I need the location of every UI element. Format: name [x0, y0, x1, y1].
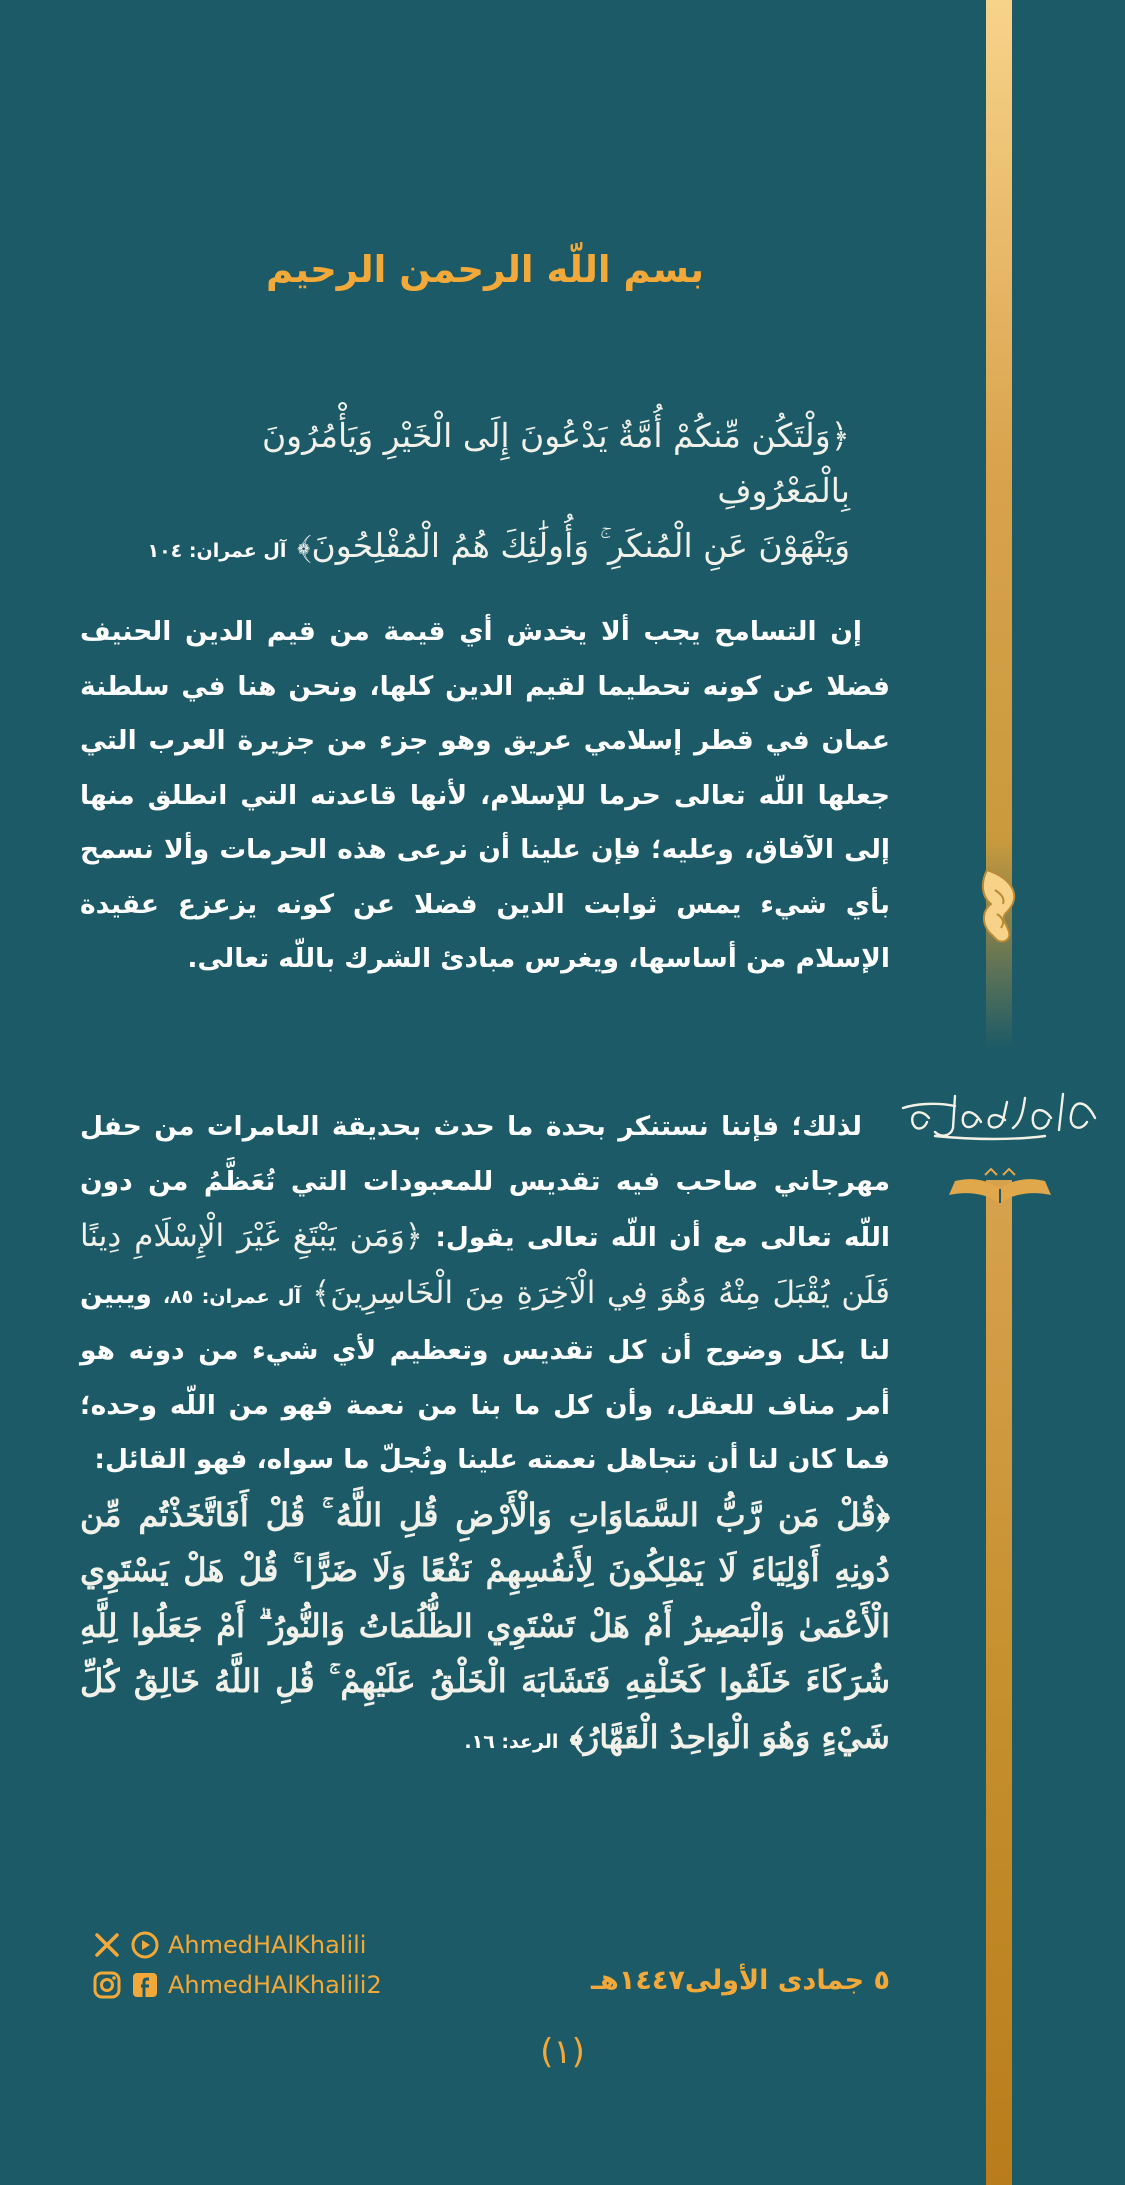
paragraph-2-intro: لذلك؛ فإننا نستنكر بحدة ما حدث بحديقة العامرات من حفل مهرجاني صاحب فيه تقديس للمعبودات التي تُعَظَّمُ من دون اللّه تعالى مع أن اللّه تعالى يقول:	[80, 1111, 890, 1253]
paragraph-tolerance	[80, 605, 890, 987]
quran-verse-ar-rad-16	[80, 1488, 890, 1771]
instagram-icon[interactable]	[92, 1970, 122, 2000]
verse-reference-85: آل عمران: ٨٥،	[162, 1285, 302, 1308]
paragraph-2-continuation: ويبين لنا بكل وضوح أن كل تقديس وتعظيم لأي شيء من دونه هو أمر مناف للعقل، وأن كل ما بنا من نعمة فهو من اللّه وحده؛ فما كان لنا أن نتجاهل نعمته علينا ونُجلّ ما سواه، فهو القائل:	[80, 1278, 890, 1475]
social-row-2	[92, 1970, 382, 2000]
social-handle-1[interactable]: AhmedHAlKhalili	[168, 1931, 367, 1959]
verse-reference: آل عمران: ١٠٤	[147, 540, 287, 562]
hijri-date: ٥ جمادى الأولى١٤٤٧هـ	[590, 1965, 890, 1996]
facebook-icon[interactable]	[130, 1970, 160, 2000]
basmala-heading: بسم اللّه الرحمن الرحيم	[265, 248, 705, 291]
paragraph-1-text: إن التسامح يجب ألا يخدش أي قيمة من قيم الدين الحنيف فضلا عن كونه تحطيما لقيم الدين كلها، ونحن هنا في سلطنة عمان في قطر إسلامي عريق وهو جزء من جزيرة العرب التي جعلها اللّه تعالى حرما للإسلام، لأنها قاعدته التي انطلق منها إلى الآفاق، وعليه؛ فإن علينا أن نرعى هذه الحرمات وألا نسمح بأي شيء يمس ثوابت الدين فضلا عن كونه يزعزع عقيدة الإسلام من أساسها، ويغرس مبادئ الشرك باللّه تعالى.	[80, 616, 890, 974]
open-book-icon	[945, 1165, 1055, 1207]
signature	[895, 1078, 1105, 1148]
page-number: (١)	[540, 2032, 585, 2072]
quran-verse-ali-imran-85: ﴿وَمَن يَبْتَغِ غَيْرَ الْإِسْلَامِ دِينًا فَلَن يُقْبَلَ مِنْهُ وَهُوَ فِي الْآخِرَةِ مِنَ الْخَاسِرِينَ﴾	[80, 1218, 891, 1311]
verse-line-1: ﴿وَلْتَكُن مِّنكُمْ أُمَّةٌ يَدْعُونَ إِلَى الْخَيْرِ وَيَأْمُرُونَ بِالْمَعْرُوفِ	[261, 416, 850, 510]
verse-line-2	[130, 518, 850, 579]
verse-reference-16: الرعد: ١٦.	[464, 1730, 559, 1753]
quran-verse-ali-imran-104	[130, 408, 850, 579]
paragraph-condemnation	[80, 1100, 890, 1770]
hands-icon	[973, 860, 1025, 950]
verse-line-2-text: وَيَنْهَوْنَ عَنِ الْمُنكَرِ ۚ وَأُولَٰئِكَ هُمُ الْمُفْلِحُونَ﴾	[296, 526, 850, 565]
social-handle-2[interactable]: AhmedHAlKhalili2	[168, 1971, 382, 1999]
social-row-1	[92, 1930, 366, 1960]
youtube-icon[interactable]	[130, 1930, 160, 1960]
x-icon[interactable]	[92, 1930, 122, 1960]
verse-ar-rad-text: ﴿قُلْ مَن رَّبُّ السَّمَاوَاتِ وَالْأَرْضِ قُلِ اللَّهُ ۚ قُلْ أَفَاتَّخَذْتُم مِّن دُونِهِ أَوْلِيَاءَ لَا يَمْلِكُونَ لِأَنفُسِهِمْ نَفْعًا وَلَا ضَرًّا ۚ قُلْ هَلْ يَسْتَوِي الْأَعْمَىٰ وَالْبَصِيرُ أَمْ هَلْ تَسْتَوِي الظُّلُمَاتُ وَالنُّورُ ۗ أَمْ جَعَلُوا لِلَّهِ شُرَكَاءَ خَلَقُوا كَخَلْقِهِ فَتَشَابَهَ الْخَلْقُ عَلَيْهِمْ ۚ قُلِ اللَّهُ خَالِقُ كُلِّ شَيْءٍ وَهُوَ الْوَاحِدُ الْقَهَّارُ﴾	[80, 1495, 891, 1756]
